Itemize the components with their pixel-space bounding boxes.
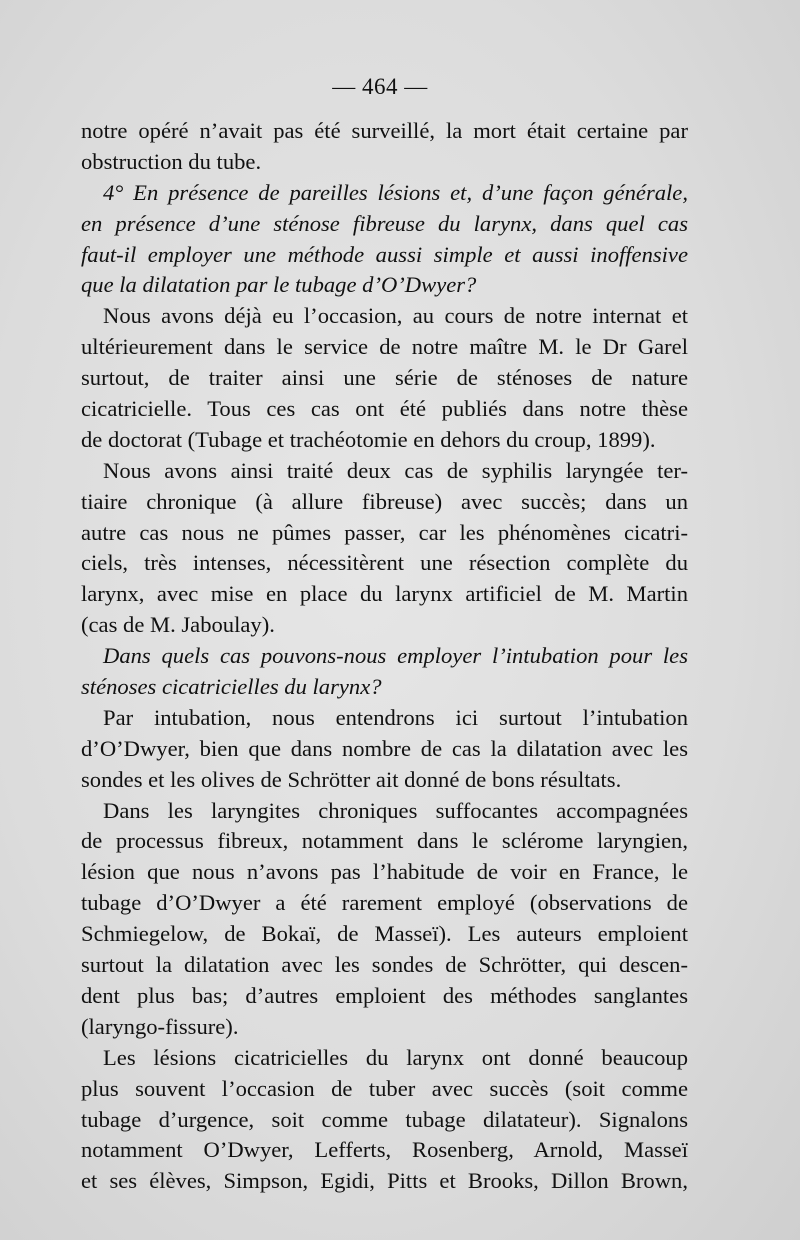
text-line: (cas de M. Jaboulay). (81, 612, 275, 638)
text-line: larynx, avec mise en place du larynx artificiel de M. Martin (81, 581, 688, 607)
text-line: Dans quels cas pouvons-nous employer l’intubation pour les (103, 643, 688, 669)
text-line: dent plus bas; d’autres emploient des méthodes sanglantes (81, 982, 688, 1008)
text-line: surtout, de traiter ainsi une série de sténoses de nature (81, 365, 688, 391)
text-line: de doctorat (Tubage et trachéotomie en dehors du croup, 1899). (81, 426, 656, 452)
text-line: (laryngo-fissure). (81, 1013, 239, 1039)
body-text (81, 116, 688, 1197)
text-line: Par intubation, nous entendrons ici surtout l’intubation (103, 704, 688, 730)
text-line: Schmiegelow, de Bokaï, de Masseï). Les auteurs emploient (81, 921, 688, 947)
text-line: ultérieurement dans le service de notre maître M. le Dr Garel (81, 334, 688, 360)
text-line: lésion que nous n’avons pas l’habitude de voir en France, le (81, 859, 688, 885)
text-line: et ses élèves, Simpson, Egidi, Pitts et Brooks, Dillon Brown, (81, 1168, 688, 1194)
text-line: tiaire chronique (à allure fibreuse) avec succès; dans un (81, 488, 688, 514)
text-line: 4° En présence de pareilles lésions et, d’une façon générale, (103, 179, 688, 205)
text-line: Nous avons ainsi traité deux cas de syphilis laryngée ter- (103, 457, 688, 483)
text-line: tubage d’O’Dwyer a été rarement employé (observations de (81, 890, 688, 916)
text-line: en présence d’une sténose fibreuse du larynx, dans quel cas (81, 210, 688, 236)
text-line: plus souvent l’occasion de tuber avec succès (soit comme (81, 1075, 688, 1101)
text-line: obstruction du tube. (81, 148, 262, 174)
text-line: que la dilatation par le tubage d’O’Dwyer? (81, 272, 477, 298)
text-line: ciels, très intenses, nécessitèrent une résection complète du (81, 550, 688, 576)
text-line: d’O’Dwyer, bien que dans nombre de cas la dilatation avec les (81, 735, 688, 761)
text-line: cicatricielle. Tous ces cas ont été publiés dans notre thèse (81, 396, 688, 422)
text-line: Les lésions cicatricielles du larynx ont donné beaucoup (103, 1044, 688, 1070)
text-line: tubage d’urgence, soit comme tubage dilatateur). Signalons (81, 1106, 688, 1132)
text-line: notamment O’Dwyer, Lefferts, Rosenberg, Arnold, Masseï (81, 1137, 688, 1163)
text-line: surtout la dilatation avec les sondes de Schrötter, qui descen- (81, 952, 688, 978)
text-line: Nous avons déjà eu l’occasion, au cours de notre internat et (103, 303, 688, 329)
text-line: sténoses cicatricielles du larynx? (81, 674, 382, 700)
text-line: faut-il employer une méthode aussi simple et aussi inoffensive (81, 241, 688, 267)
text-line: Dans les laryngites chroniques suffocantes accompagnées (103, 797, 688, 823)
page-number: — 464 — (332, 74, 428, 99)
text-line: notre opéré n’avait pas été surveillé, la mort était certaine par (81, 118, 688, 143)
text-line: de processus fibreux, notamment dans le sclérome laryngien, (81, 828, 688, 854)
text-line: sondes et les olives de Schrötter ait donné de bons résultats. (81, 766, 622, 792)
text-line: autre cas nous ne pûmes passer, car les phénomènes cicatri- (81, 519, 688, 545)
